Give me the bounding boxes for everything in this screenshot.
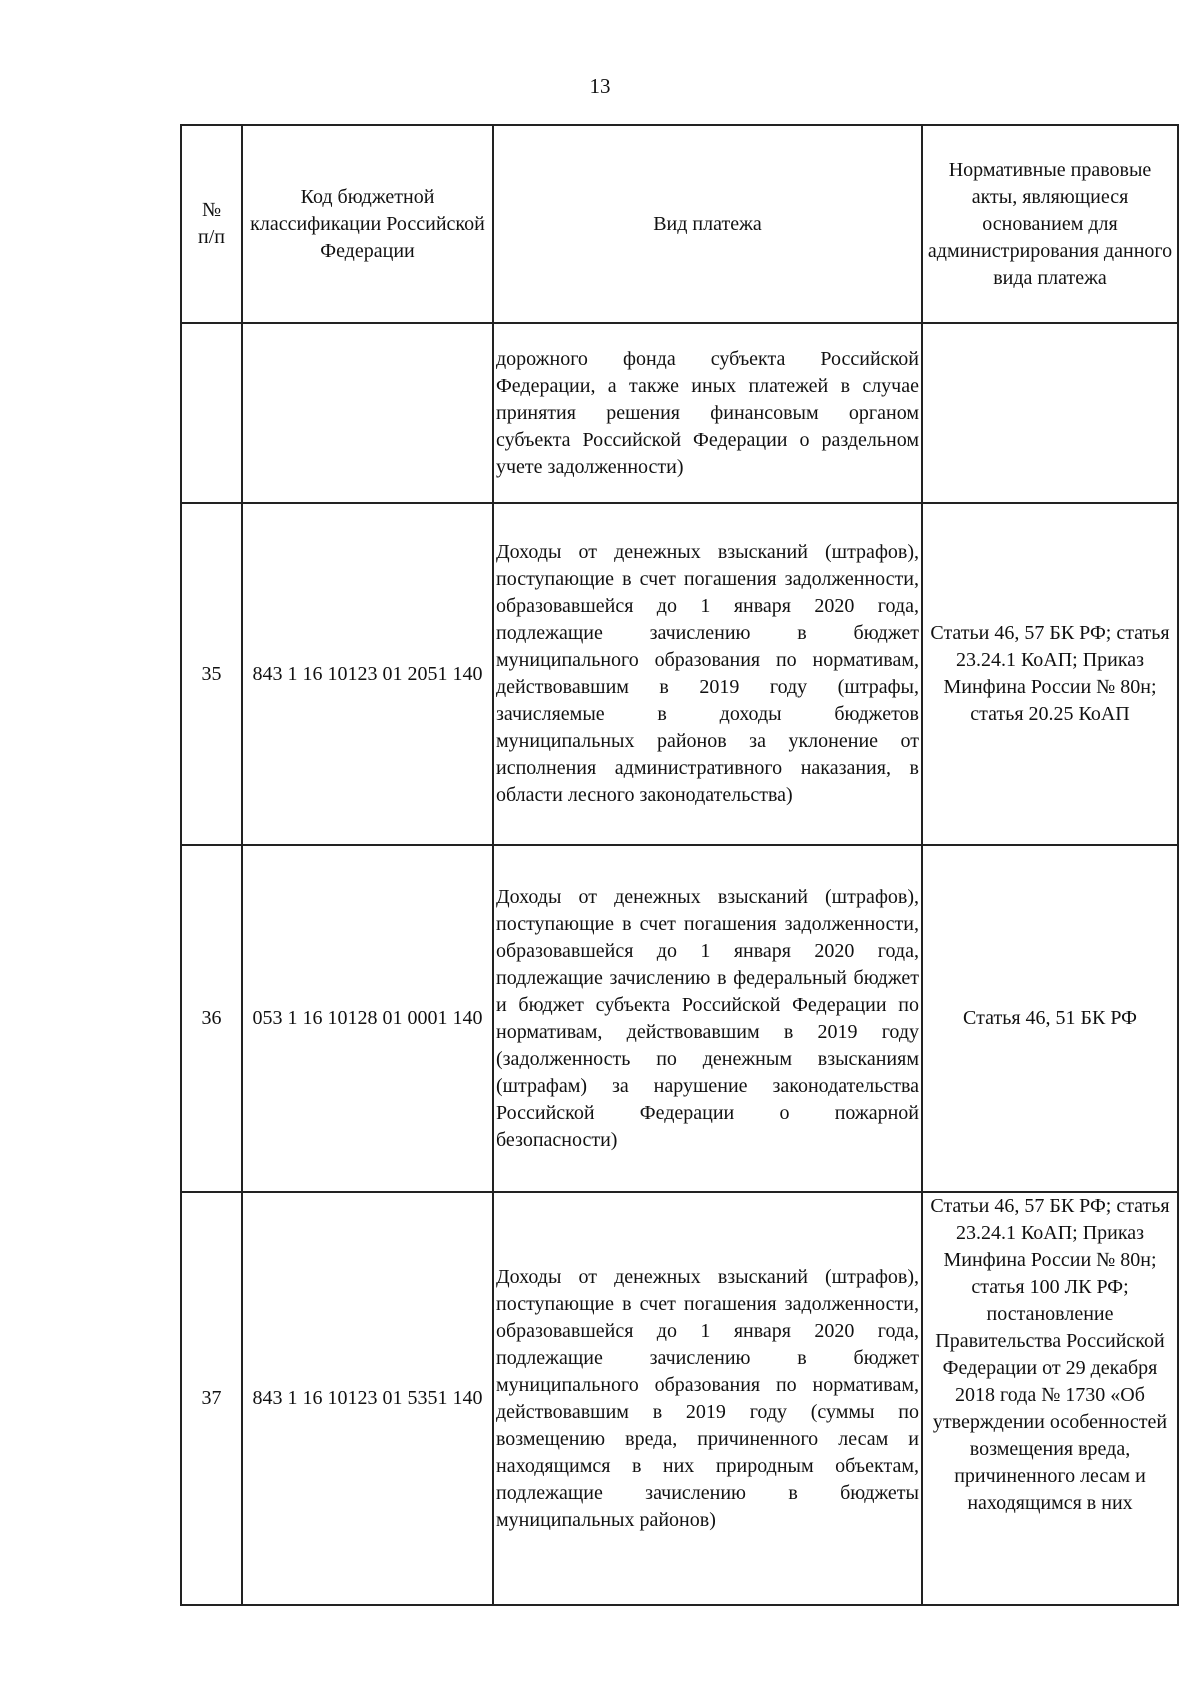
row-num xyxy=(181,323,242,503)
table-row xyxy=(181,503,1178,845)
row-kind: Доходы от денежных взысканий (штрафов), поступающие в счет погашения задолженности, образовавшейся до 1 января 2020 года, подлежащие зачислению в федеральный бюджет и бюджет субъекта Российской Федерации по нормативам, действовавшим в 2019 году (задолженность по денежным взысканиям (штрафам) за нарушение законодательства Российской Федерации о пожарной безопасности) xyxy=(493,845,922,1192)
row-kind: Доходы от денежных взысканий (штрафов), поступающие в счет погашения задолженности, образовавшейся до 1 января 2020 года, подлежащие зачислению в бюджет муниципального образования по нормативам, действовавшим в 2019 году (штрафы, зачисляемые в доходы бюджетов муниципальных районов за уклонение от исполнения административного наказания, в области лесного законодательства) xyxy=(493,503,922,845)
row-acts xyxy=(922,323,1178,503)
row-code: 843 1 16 10123 01 2051 140 xyxy=(242,503,493,845)
table-row xyxy=(181,323,1178,503)
row-acts: Статьи 46, 57 БК РФ; статья 23.24.1 КоАП; Приказ Минфина России № 80н; статья 100 ЛК РФ; постановление Правительства Российской Федерации от 29 декабря 2018 года № 1730 «Об утверждении особенностей возмещения вреда, причиненного лесам и находящимся в них xyxy=(922,1192,1178,1605)
row-num: 35 xyxy=(181,503,242,845)
table-header-row xyxy=(181,125,1178,323)
row-acts: Статья 46, 51 БК РФ xyxy=(922,845,1178,1192)
header-kind: Вид платежа xyxy=(493,125,922,323)
header-code: Код бюджетной классификации Российской Федерации xyxy=(242,125,493,323)
row-kind: дорожного фонда субъекта Российской Федерации, а также иных платежей в случае принятия решения финансовым органом субъекта Российской Федерации о раздельном учете задолженности) xyxy=(493,323,922,503)
row-num: 36 xyxy=(181,845,242,1192)
budget-classification-table xyxy=(180,124,1179,1606)
row-num: 37 xyxy=(181,1192,242,1605)
header-acts: Нормативные правовые акты, являющиеся основанием для администрирования данного вида платежа xyxy=(922,125,1178,323)
row-code: 843 1 16 10123 01 5351 140 xyxy=(242,1192,493,1605)
row-code: 053 1 16 10128 01 0001 140 xyxy=(242,845,493,1192)
table-row xyxy=(181,845,1178,1192)
row-acts: Статьи 46, 57 БК РФ; статья 23.24.1 КоАП; Приказ Минфина России № 80н; статья 20.25 КоАП xyxy=(922,503,1178,845)
table-row xyxy=(181,1192,1178,1605)
page-number: 13 xyxy=(589,74,611,98)
header-num: № п/п xyxy=(181,125,242,323)
row-code xyxy=(242,323,493,503)
row-kind: Доходы от денежных взысканий (штрафов), поступающие в счет погашения задолженности, образовавшейся до 1 января 2020 года, подлежащие зачислению в бюджет муниципального образования по нормативам, действовавшим в 2019 году (суммы по возмещению вреда, причиненного лесам и находящимся в них природным объектам, подлежащие зачислению в бюджеты муниципальных районов) xyxy=(493,1192,922,1605)
